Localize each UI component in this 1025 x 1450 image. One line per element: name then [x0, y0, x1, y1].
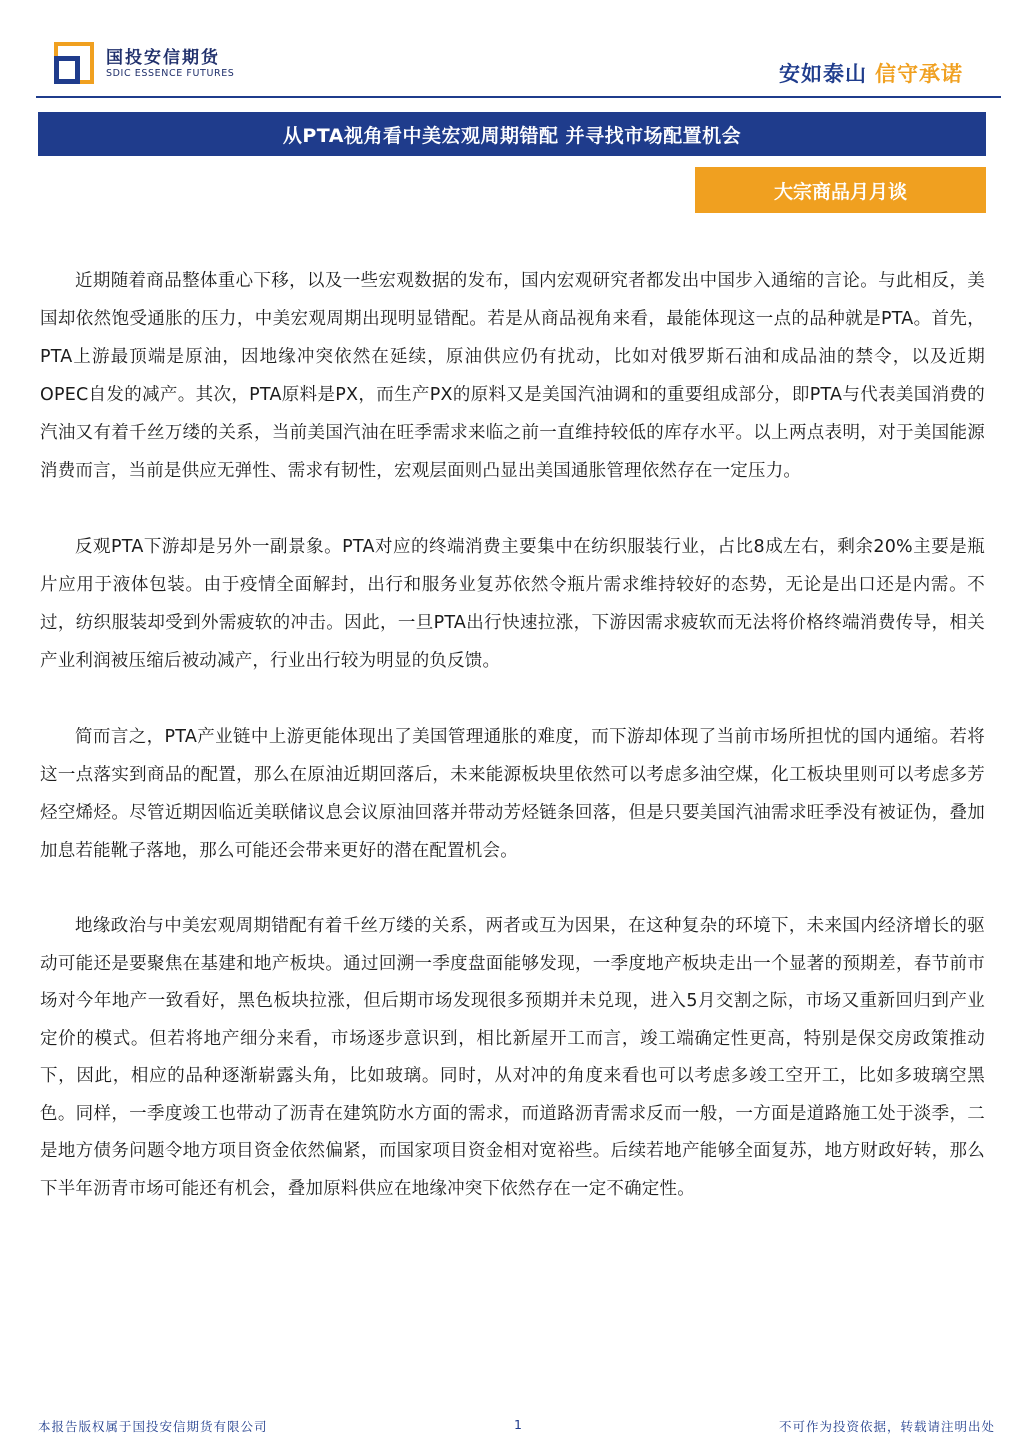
logo-company-name-en: SDIC ESSENCE FUTURES [106, 68, 235, 79]
slogan [779, 58, 963, 88]
slogan-part-2: 信守承诺 [875, 62, 963, 86]
report-title: 从PTA视角看中美宏观周期错配 并寻找市场配置机会 [282, 124, 742, 147]
footer-copyright: 本报告版权属于国投安信期货有限公司 [38, 1419, 268, 1434]
paragraph: 简而言之，PTA产业链中上游更能体现出了美国管理通胀的难度，而下游却体现了当前市场所担忧的国内通缩。若将这一点落实到商品的配置，那么在原油近期回落后，未来能源板块里依然可以考虑多油空煤，化工板块里则可以考虑多芳烃空烯烃。尽管近期因临近美联储议息会议原油回落并带动芳烃链条回落，但是只要美国汽油需求旺季没有被证伪，叠加加息若能靴子落地，那么可能还会带来更好的潜在配置机会。 [40, 727, 985, 861]
logo-company-name: 国投安信期货 [106, 48, 220, 68]
paragraph: 反观PTA下游却是另外一副景象。PTA对应的终端消费主要集中在纺织服装行业，占比8成左右，剩余20%主要是瓶片应用于液体包装。由于疫情全面解封，出行和服务业复苏依然令瓶片需求维持较好的态势，无论是出口还是内需。不过，纺织服装却受到外需疲软的冲击。因此，一旦PTA出行快速拉涨，下游因需求疲软而无法将价格终端消费传导，相关产业利润被压缩后被动减产，行业出行较为明显的负反馈。 [40, 537, 985, 671]
report-title-banner [38, 112, 986, 156]
article-body [40, 262, 985, 1208]
slogan-part-1: 安如泰山 [779, 62, 867, 86]
column-tag [695, 167, 986, 213]
paragraph: 地缘政治与中美宏观周期错配有着千丝万缕的关系，两者或互为因果，在这种复杂的环境下，未来国内经济增长的驱动可能还是要聚焦在基建和地产板块。通过回溯一季度盘面能够发现，一季度地产板块走出一个显著的预期差，春节前市场对今年地产一致看好，黑色板块拉涨，但后期市场发现很多预期并未兑现，进入5月交割之际，市场又重新回归到产业定价的模式。但若将地产细分来看，市场逐步意识到，相比新屋开工而言，竣工端确定性更高，特别是保交房政策推动下，因此，相应的品种逐渐崭露头角，比如玻璃。同时，从对冲的角度来看也可以考虑多竣工空开工，比如多玻璃空黑色。同样，一季度竣工也带动了沥青在建筑防水方面的需求，而道路沥青需求反而一般，一方面是道路施工处于淡季，二是地方债务问题令地方项目资金依然偏紧，而国家项目资金相对宽裕些。后续若地产能够全面复苏，地方财政好转，那么下半年沥青市场可能还有机会，叠加原料供应在地缘冲突下依然存在一定不确定性。 [40, 916, 985, 1199]
header-divider [36, 96, 1001, 98]
footer-disclaimer: 不可作为投资依据，转载请注明出处 [778, 1419, 995, 1434]
logo-icon [54, 42, 94, 84]
company-logo [54, 40, 254, 88]
paragraph: 近期随着商品整体重心下移，以及一些宏观数据的发布，国内宏观研究者都发出中国步入通缩的言论。与此相反，美国却依然饱受通胀的压力，中美宏观周期出现明显错配。若是从商品视角来看，最能体现这一点的品种就是PTA。首先，PTA上游最顶端是原油，因地缘冲突依然在延续，原油供应仍有扰动，比如对俄罗斯石油和成品油的禁令，以及近期OPEC自发的减产。其次，PTA原料是PX，而生产PX的原料又是美国汽油调和的重要组成部分，即PTA与代表美国消费的汽油又有着千丝万缕的关系，当前美国汽油在旺季需求来临之前一直维持较低的库存水平。以上两点表明，对于美国能源消费而言，当前是供应无弹性、需求有韧性，宏观层面则凸显出美国通胀管理依然存在一定压力。 [40, 271, 985, 481]
column-tag-label: 大宗商品月月谈 [773, 180, 907, 203]
page-number: 1 [514, 1417, 522, 1432]
page-footer [38, 1413, 995, 1437]
